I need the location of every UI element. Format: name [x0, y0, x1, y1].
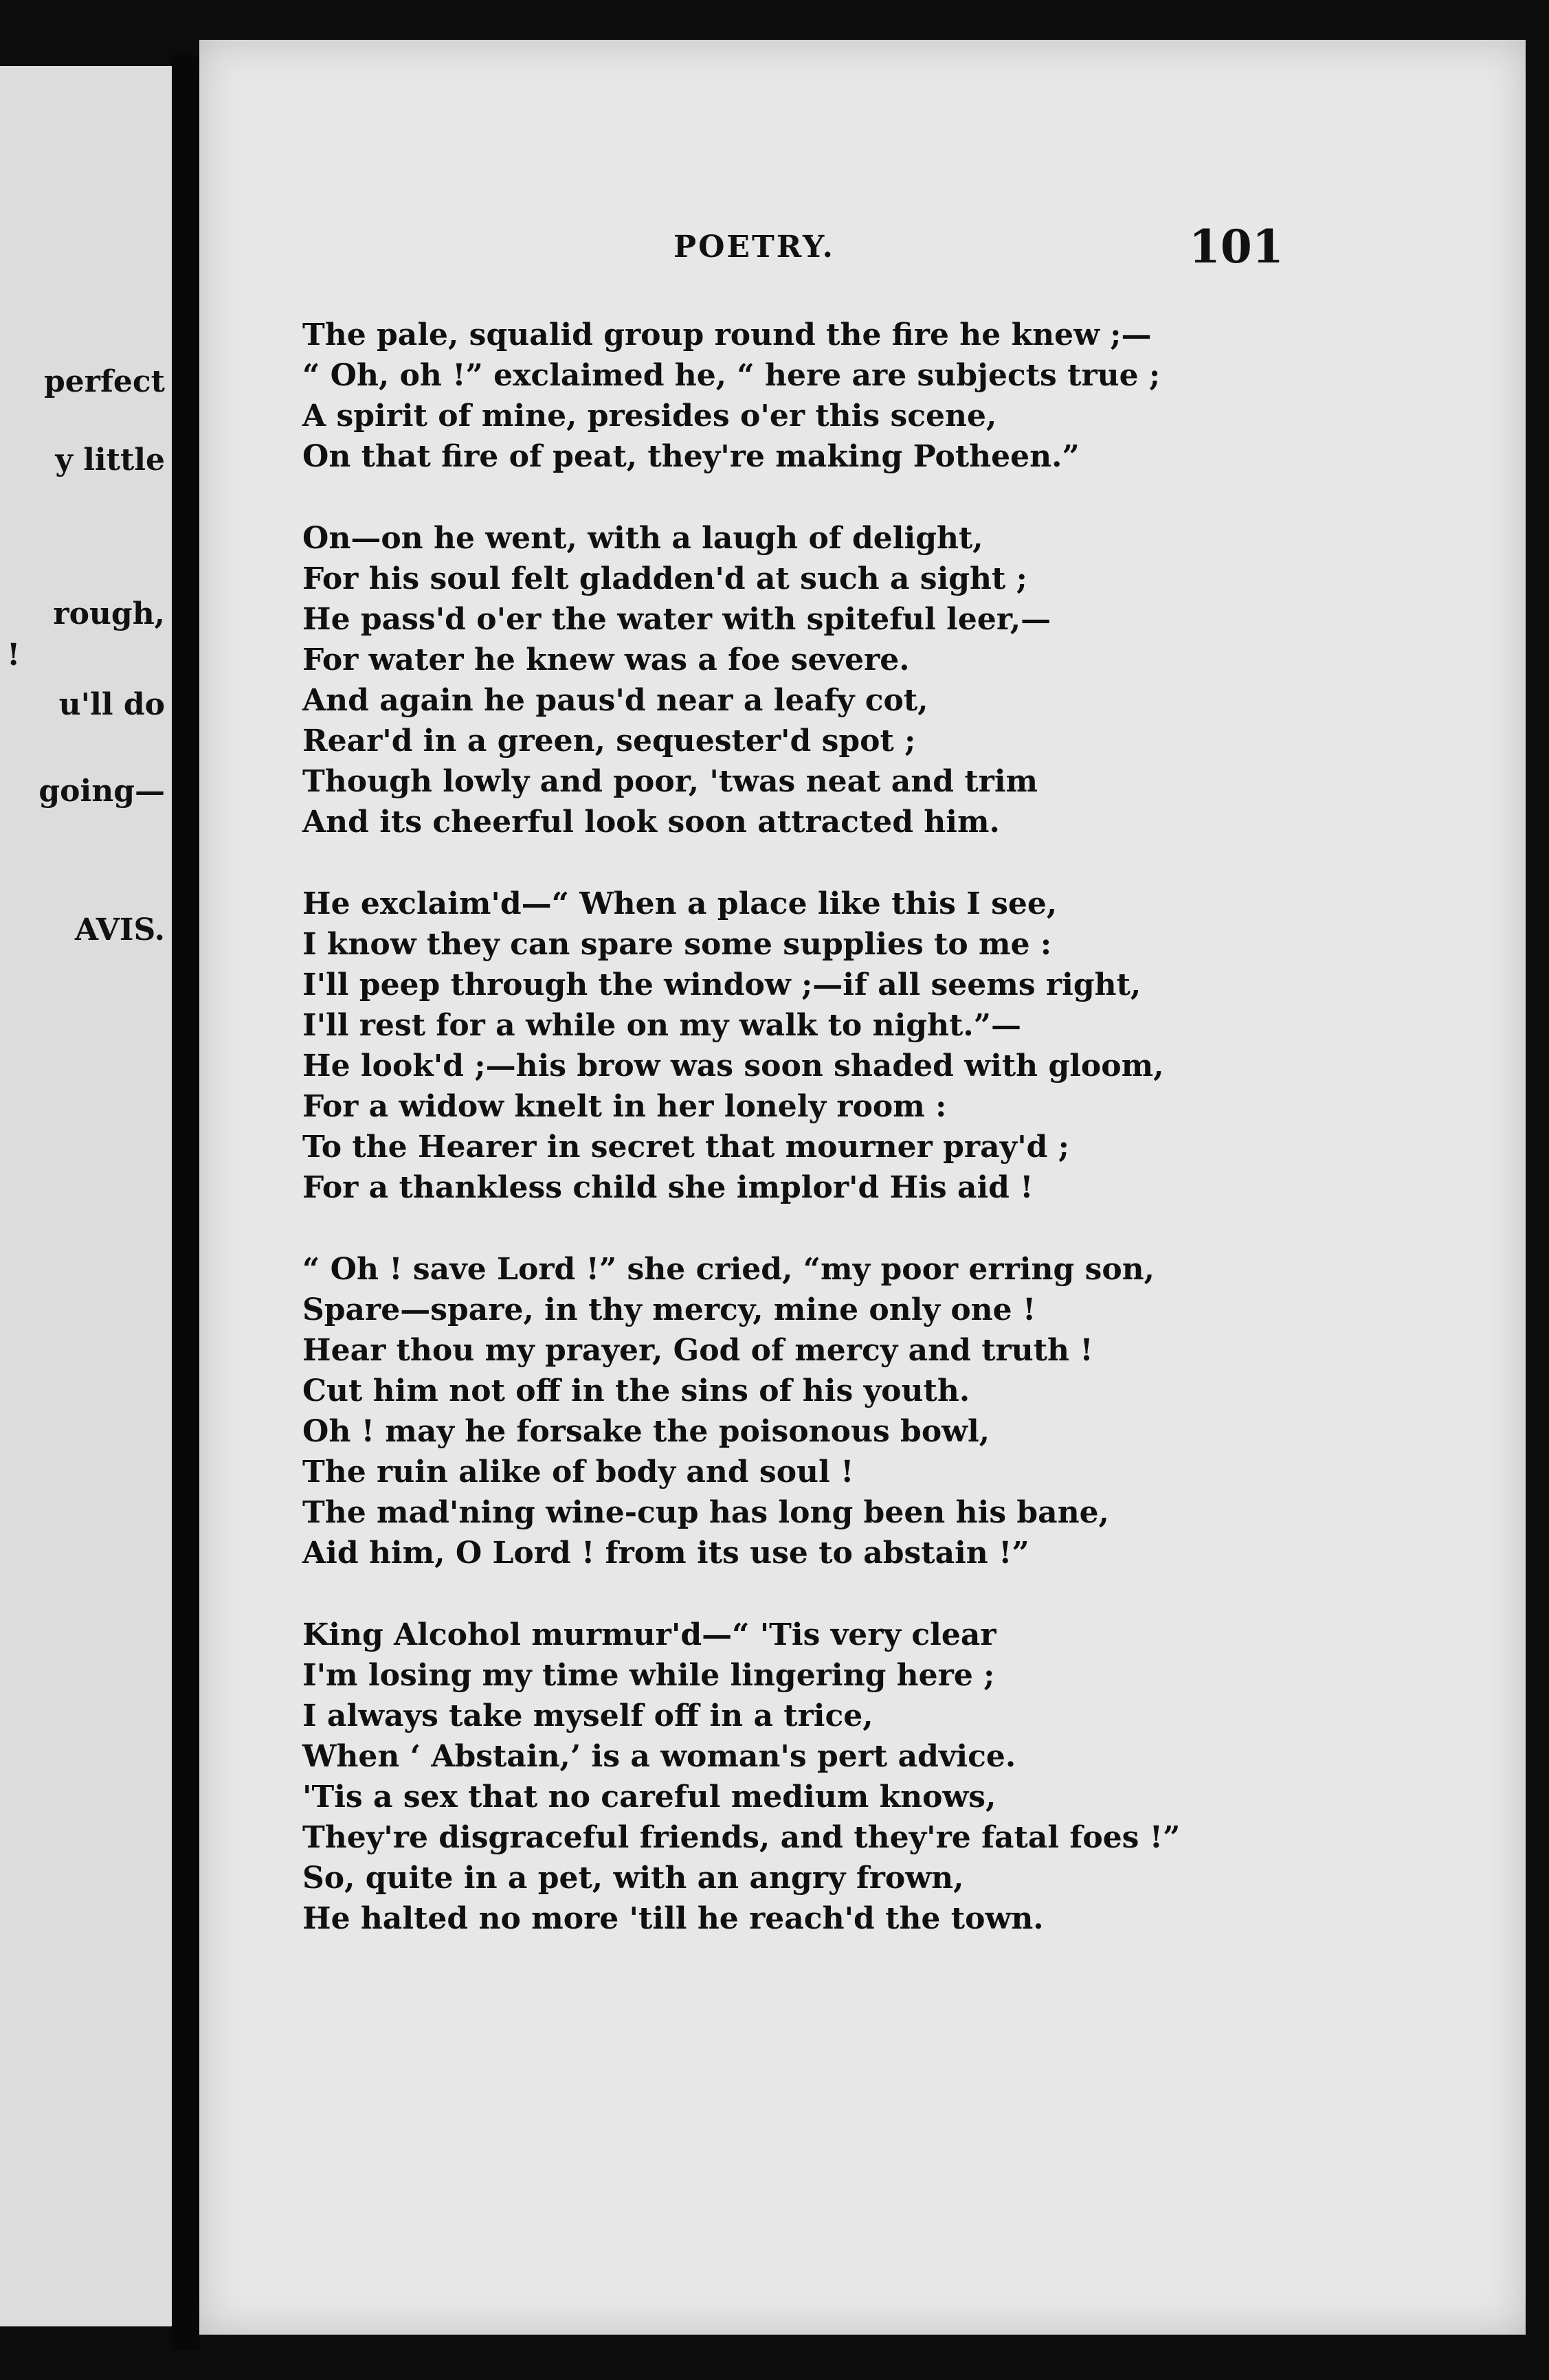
- poem-line: Hear thou my prayer, God of mercy and truth !: [302, 1333, 1093, 1368]
- poem-line: For his soul felt gladden'd at such a sight ;: [302, 561, 1027, 596]
- poem-line: For water he knew was a foe severe.: [302, 642, 910, 677]
- poem-line: For a thankless child she implor'd His aid !: [302, 1170, 1034, 1205]
- poem-line: Rear'd in a green, sequester'd spot ;: [302, 723, 916, 759]
- poem-line: They're disgraceful friends, and they're fatal foes !”: [302, 1820, 1181, 1855]
- poem-line: A spirit of mine, presides o'er this scene,: [302, 398, 997, 434]
- poem-line: He halted no more 'till he reach'd the town.: [302, 1901, 1044, 1936]
- poem-line: He exclaim'd—“ When a place like this I see,: [302, 886, 1058, 921]
- poem-line: When ‘ Abstain,’ is a woman's pert advice.: [302, 1739, 1016, 1774]
- left-page-fragment: [0, 66, 175, 2326]
- poem-line: Oh ! may he forsake the poisonous bowl,: [302, 1414, 990, 1449]
- poem-line: Aid him, O Lord ! from its use to abstain !”: [302, 1536, 1029, 1571]
- poem-line: I'm losing my time while lingering here ;: [302, 1658, 995, 1693]
- poem-line: He pass'd o'er the water with spiteful leer,—: [302, 602, 1051, 637]
- stanza: [302, 1249, 1484, 1573]
- poem-line: And again he paus'd near a leafy cot,: [302, 683, 928, 718]
- right-page: [199, 40, 1526, 2335]
- poem-line: He look'd ;—his brow was soon shaded with gloom,: [302, 1048, 1164, 1084]
- poem-line: The mad'ning wine-cup has long been his bane,: [302, 1495, 1109, 1530]
- poem-line: Cut him not off in the sins of his youth.: [302, 1373, 970, 1408]
- poem-line: So, quite in a pet, with an angry frown,: [302, 1861, 964, 1896]
- poem-line: To the Hearer in secret that mourner pray'd ;: [302, 1130, 1069, 1165]
- poem-line: “ Oh ! save Lord !” she cried, “my poor erring son,: [302, 1252, 1155, 1287]
- poem-line: For a widow knelt in her lonely room :: [302, 1089, 947, 1124]
- left-page-text: u'll do: [58, 687, 165, 722]
- poem-line: I'll peep through the window ;—if all seems right,: [302, 967, 1141, 1002]
- running-head: [199, 220, 1526, 275]
- stanza: [302, 884, 1484, 1208]
- stanza: [302, 1615, 1484, 1939]
- left-page-text: rough,: [53, 596, 165, 631]
- poem-line: The ruin alike of body and soul !: [302, 1455, 854, 1490]
- poem-line: Spare—spare, in thy mercy, mine only one !: [302, 1292, 1036, 1327]
- left-page-text: going—: [38, 774, 165, 809]
- left-page-text: perfect: [44, 364, 165, 399]
- poem-line: “ Oh, oh !” exclaimed he, “ here are subjects true ;: [302, 358, 1161, 393]
- poem-line: On—on he went, with a laugh of delight,: [302, 521, 983, 556]
- poem-line: I'll rest for a while on my walk to night.”—: [302, 1008, 1022, 1043]
- poem-line: The pale, squalid group round the fire he knew ;—: [302, 317, 1152, 352]
- left-page-text: AVIS.: [74, 912, 165, 947]
- poem-line: Though lowly and poor, 'twas neat and trim: [302, 764, 1038, 799]
- poem-line: King Alcohol murmur'd—“ 'Tis very clear: [302, 1617, 996, 1652]
- stanza: [302, 315, 1484, 477]
- stanza: [302, 518, 1484, 842]
- left-page-text: !: [7, 638, 21, 673]
- poem-line: On that fire of peat, they're making Potheen.”: [302, 439, 1080, 474]
- poem-line: I know they can spare some supplies to me :: [302, 927, 1052, 962]
- poem-line: And its cheerful look soon attracted him.: [302, 805, 1000, 840]
- poem-line: I always take myself off in a trice,: [302, 1698, 873, 1733]
- left-page-text: y little: [55, 442, 165, 478]
- poem-line: 'Tis a sex that no careful medium knows,: [302, 1780, 996, 1815]
- page-number: 101: [1189, 220, 1284, 273]
- book-gutter: [172, 55, 199, 2350]
- page-title: POETRY.: [673, 229, 835, 265]
- poem-body: [302, 315, 1484, 1980]
